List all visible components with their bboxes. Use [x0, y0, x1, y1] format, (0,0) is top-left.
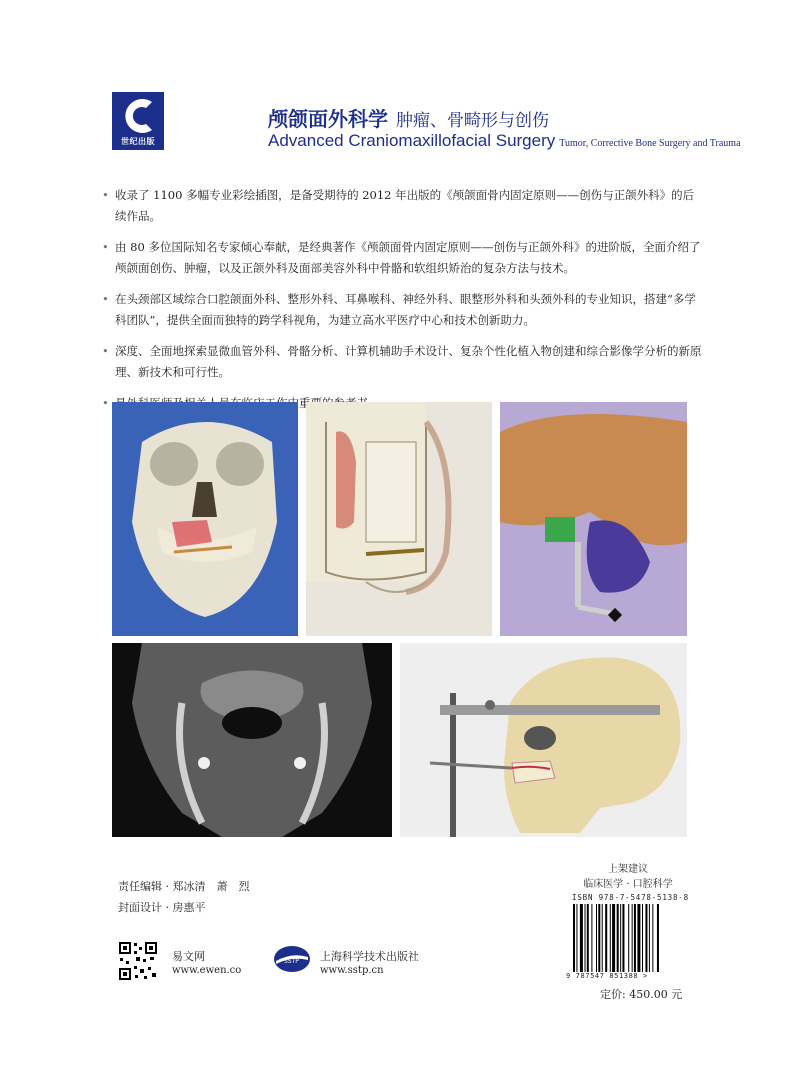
isbn-number: ISBN 978-7-5478-5138-8 — [572, 893, 689, 902]
bullet-dot-icon: • — [102, 292, 109, 306]
list-item: • 深度、全面地探索显微血管外科、骨骼分析、计算机辅助手术设计、复杂个性化植入物创建和综合影像学分析的新原理、新技术和可行性。 — [102, 341, 702, 383]
ct-scan-image — [112, 643, 392, 837]
bullet-dot-icon: • — [102, 396, 109, 410]
3d-reconstruction-image — [500, 402, 687, 636]
book-title-zh — [268, 103, 549, 132]
title-zh-main: 颅颌面外科学 — [268, 107, 388, 131]
book-title-en — [268, 131, 741, 151]
publisher-1-url: www.ewen.co — [172, 965, 242, 976]
distractor-illustration — [400, 643, 687, 837]
bullet-dot-icon: • — [102, 240, 109, 254]
logo-text: 世纪出版 — [121, 137, 155, 146]
list-item: • 收录了 1100 多幅专业彩绘插图，是备受期待的 2012 年出版的《颅颌面骨内固定原则——创伤与正颌外科》的后续作品。 — [102, 185, 702, 227]
publisher-2-name: 上海科学技术出版社 — [320, 950, 419, 963]
price: 定价: 450.00 元 — [600, 988, 683, 1001]
skull-model-photo — [112, 402, 298, 636]
century-logo-icon — [118, 96, 158, 136]
feature-list — [102, 185, 702, 424]
title-zh-subtitle: 肿瘤、骨畸形与创伤 — [396, 111, 549, 131]
bullet-dot-icon: • — [102, 188, 109, 202]
publisher-2-url: www.sstp.cn — [320, 965, 384, 976]
publisher-1-name: 易文网 — [172, 950, 205, 963]
shelf-suggestion — [568, 862, 688, 892]
list-item: • 由 80 多位国际知名专家倾心奉献，是经典著作《颅颌面骨内固定原则——创伤与正颌外科》的进阶版，全面介绍了颅颌面创伤、肿瘤，以及正颌外科及面部美容外科中骨骼和软组织矫治的复杂方法与技术。 — [102, 237, 702, 279]
designer-credit: 封面设计 · 房惠平 — [118, 901, 206, 914]
barcode-digits: 9 787547 851388 > — [566, 972, 648, 980]
sinus-illustration — [306, 402, 492, 636]
title-en-main: Advanced Craniomaxillofacial Surgery — [268, 131, 556, 150]
shelf-label: 上架建议 — [608, 864, 648, 875]
barcode-icon — [572, 904, 686, 974]
sstp-logo-icon — [272, 944, 312, 974]
credits — [118, 876, 250, 918]
title-en-subtitle: Tumor, Corrective Bone Surgery and Trauma — [559, 138, 741, 149]
editor-credit: 责任编辑 · 郑冰清 萧 烈 — [118, 880, 250, 893]
svg-text:SSTP: SSTP — [284, 958, 299, 965]
list-item: • 在头颈部区域综合口腔颌面外科、整形外科、耳鼻喉科、神经外科、眼整形外科和头颈外科的专业知识，搭建“多学科团队”，提供全面而独特的跨学科视角，为建立高水平医疗中心和技术创新助力。 — [102, 289, 702, 331]
qr-code-icon — [118, 941, 158, 981]
bullet-dot-icon: • — [102, 344, 109, 358]
publisher-logo — [112, 92, 164, 150]
shelf-category: 临床医学 · 口腔科学 — [583, 879, 673, 890]
